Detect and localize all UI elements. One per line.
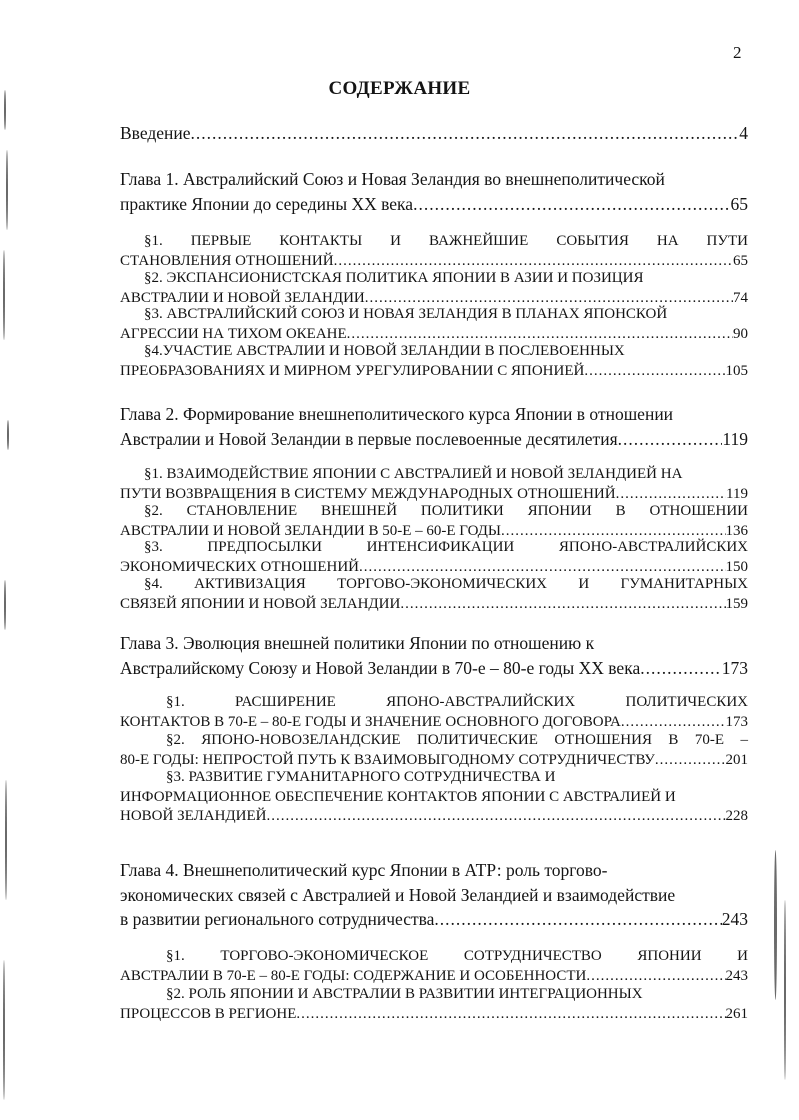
- scan-noise: [3, 250, 5, 340]
- section-line: АГРЕССИИ НА ТИХОМ ОКЕАНЕ: [120, 325, 347, 342]
- leader-dots: [413, 192, 730, 217]
- leader-dots: [621, 713, 726, 733]
- section-line: §2. ЯПОНО-НОВОЗЕЛАНДСКИЕ ПОЛИТИЧЕСКИЕ ОТНОШЕНИЯ В 70-Е –: [166, 732, 748, 748]
- section-page: 243: [725, 967, 748, 984]
- chapter-line: Глава 1. Австралийский Союз и Новая Зеландия во внешнеполитической: [120, 169, 665, 189]
- leader-dots: [584, 362, 725, 382]
- toc-section-3-3: [120, 768, 748, 827]
- scan-noise: [7, 420, 9, 450]
- section-line: 80-Е ГОДЫ: НЕПРОСТОЙ ПУТЬ К ВЗАИМОВЫГОДНОМУ СОТРУДНИЧЕСТВУ: [120, 751, 655, 768]
- section-page: 173: [725, 713, 748, 730]
- chapter-page: 119: [722, 428, 748, 449]
- toc-chapter-1: [120, 167, 748, 216]
- chapter-line: практике Японии до середины XX века: [120, 193, 414, 214]
- section-page: 150: [725, 558, 748, 575]
- toc-entry-intro: [120, 121, 748, 146]
- toc-section-2-1: [120, 465, 748, 504]
- toc-section-3-1: [120, 693, 748, 732]
- section-page: 261: [725, 1005, 748, 1022]
- section-line: ПРЕОБРАЗОВАНИЯХ И МИРНОМ УРЕГУЛИРОВАНИИ С ЯПОНИЕЙ: [120, 362, 585, 379]
- scan-noise: [774, 850, 777, 1000]
- section-page: 159: [725, 595, 748, 612]
- section-line: НОВОЙ ЗЕЛАНДИЕЙ: [120, 808, 267, 824]
- chapter-line: Австралийскому Союзу и Новой Зеландии в 70-е – 80-е годы XX века: [120, 657, 641, 678]
- section-line: §2. СТАНОВЛЕНИЕ ВНЕШНЕЙ ПОЛИТИКИ ЯПОНИИ В ОТНОШЕНИИ: [144, 503, 748, 519]
- leader-dots: [296, 1005, 725, 1025]
- chapter-line: экономических связей с Австралией и Новой Зеландией и взаимодействие: [120, 884, 676, 905]
- scan-edge-right: [754, 0, 799, 1120]
- leader-dots: [586, 967, 725, 987]
- scan-edge-left: [0, 0, 18, 1120]
- section-page: 105: [725, 362, 748, 379]
- toc-section-4-2: [120, 985, 748, 1024]
- section-line: СВЯЗЕЙ ЯПОНИИ И НОВОЙ ЗЕЛАНДИИ: [120, 595, 401, 612]
- toc-section-2-3: [120, 538, 748, 577]
- chapter-line: Глава 4. Внешнеполитический курс Японии в АТР: роль торгово-: [120, 860, 608, 880]
- scan-noise: [4, 580, 6, 630]
- section-line: §2. ЭКСПАНСИОНИСТСКАЯ ПОЛИТИКА ЯПОНИИ В АЗИИ И ПОЗИЦИЯ: [144, 270, 644, 286]
- toc-section-1-2: [120, 269, 748, 308]
- toc-entry-page: 4: [739, 123, 748, 143]
- chapter-page: 173: [721, 657, 748, 678]
- section-line: АВСТРАЛИИ В 70-Е – 80-Е ГОДЫ: СОДЕРЖАНИЕ И ОСОБЕННОСТИ: [120, 967, 587, 984]
- scan-noise: [6, 150, 8, 230]
- section-line: §1. ТОРГОВО-ЭКОНОМИЧЕСКОЕ СОТРУДНИЧЕСТВО ЯПОНИИ И: [166, 948, 748, 964]
- leader-dots: [640, 656, 722, 681]
- toc-section-2-4: [120, 575, 748, 614]
- toc-section-2-2: [120, 502, 748, 541]
- toc-section-1-1: [120, 232, 748, 271]
- toc-chapter-3: [120, 631, 748, 680]
- toc-section-3-2: [120, 731, 748, 770]
- section-line: §4.УЧАСТИЕ АВСТРАЛИИ И НОВОЙ ЗЕЛАНДИИ В ПОСЛЕВОЕННЫХ: [144, 343, 625, 359]
- section-page: 201: [725, 751, 748, 768]
- section-line: §2. РОЛЬ ЯПОНИИ И АВСТРАЛИИ В РАЗВИТИИ ИНТЕГРАЦИОННЫХ: [166, 986, 643, 1002]
- toc-section-1-4: [120, 342, 748, 381]
- section-page: 74: [733, 289, 748, 306]
- section-line: §4. АКТИВИЗАЦИЯ ТОРГОВО-ЭКОНОМИЧЕСКИХ И ГУМАНИТАРНЫХ: [144, 576, 748, 592]
- scan-noise: [784, 900, 786, 1080]
- section-line: §3. РАЗВИТИЕ ГУМАНИТАРНОГО СОТРУДНИЧЕСТВА И: [166, 769, 556, 785]
- section-line: ПРОЦЕССОВ В РЕГИОНЕ: [120, 1005, 297, 1022]
- page-number: 2: [733, 43, 742, 62]
- leader-dots: [618, 427, 723, 452]
- chapter-page: 65: [730, 193, 748, 214]
- scan-noise: [3, 960, 5, 1100]
- section-page: 136: [725, 522, 748, 539]
- section-page: 228: [725, 808, 748, 824]
- section-line: ПУТИ ВОЗВРАЩЕНИЯ В СИСТЕМУ МЕЖДУНАРОДНЫХ ОТНОШЕНИЙ: [120, 485, 616, 502]
- toc-chapter-2: [120, 402, 748, 451]
- chapter-page: 243: [721, 909, 748, 929]
- section-line: ЭКОНОМИЧЕСКИХ ОТНОШЕНИЙ: [120, 558, 359, 575]
- section-page: 119: [726, 485, 748, 502]
- toc-section-4-1: [120, 947, 748, 986]
- chapter-line: Глава 2. Формирование внешнеполитического курса Японии в отношении: [120, 404, 674, 424]
- toc-chapter-4: [120, 858, 748, 932]
- leader-dots: [434, 907, 721, 932]
- section-line: §3. АВСТРАЛИЙСКИЙ СОЮЗ И НОВАЯ ЗЕЛАНДИЯ В ПЛАНАХ ЯПОНСКОЙ: [144, 306, 668, 322]
- section-line: §1. РАСШИРЕНИЕ ЯПОНО-АВСТРАЛИЙСКИХ ПОЛИТИЧЕСКИХ: [166, 694, 748, 710]
- chapter-line: Австралии и Новой Зеландии в первые послевоенные десятилетия: [120, 428, 618, 449]
- leader-dots: [266, 807, 725, 827]
- section-line: СТАНОВЛЕНИЯ ОТНОШЕНИЙ: [120, 252, 334, 269]
- section-line: §1. ВЗАИМОДЕЙСТВИЕ ЯПОНИИ С АВСТРАЛИЕЙ И НОВОЙ ЗЕЛАНДИЕЙ НА: [144, 466, 683, 482]
- section-page: 65: [733, 252, 748, 269]
- toc-section-1-3: [120, 305, 748, 344]
- section-line: АВСТРАЛИИ И НОВОЙ ЗЕЛАНДИИ В 50-Е – 60-Е ГОДЫ: [120, 522, 501, 539]
- page-title: СОДЕРЖАНИЕ: [328, 78, 471, 99]
- scan-noise: [5, 780, 7, 900]
- section-line: АВСТРАЛИИ И НОВОЙ ЗЕЛАНДИИ: [120, 289, 365, 306]
- chapter-line: в развитии регионального сотрудничества: [120, 909, 435, 929]
- toc-entry-label: Введение: [120, 123, 191, 143]
- chapter-line: Глава 3. Эволюция внешней политики Японии по отношению к: [120, 633, 595, 653]
- leader-dots: [191, 121, 740, 146]
- section-line: §1. ПЕРВЫЕ КОНТАКТЫ И ВАЖНЕЙШИЕ СОБЫТИЯ НА ПУТИ: [144, 233, 748, 249]
- leader-dots: [400, 595, 725, 615]
- section-line: §3. ПРЕДПОСЫЛКИ ИНТЕНСИФИКАЦИИ ЯПОНО-АВСТРАЛИЙСКИХ: [144, 539, 748, 555]
- section-line: КОНТАКТОВ В 70-Е – 80-Е ГОДЫ И ЗНАЧЕНИЕ ОСНОВНОГО ДОГОВОРА: [120, 713, 621, 730]
- section-line: ИНФОРМАЦИОННОЕ ОБЕСПЕЧЕНИЕ КОНТАКТОВ ЯПОНИИ С АВСТРАЛИЕЙ И: [120, 788, 676, 805]
- section-page: 90: [733, 325, 748, 342]
